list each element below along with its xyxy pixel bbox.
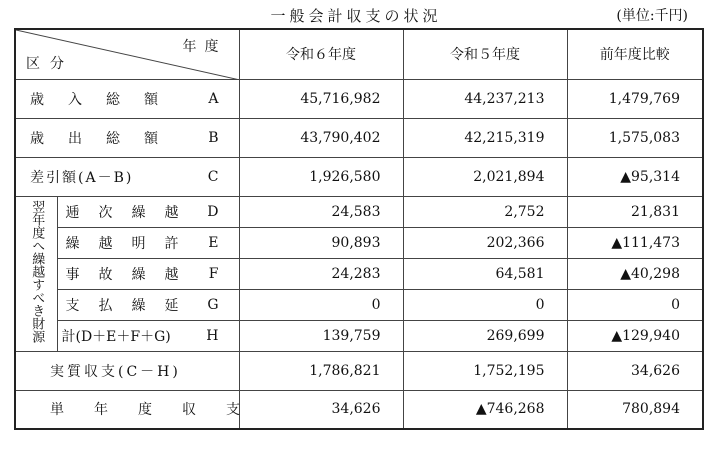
header-diagonal-cell [15, 29, 239, 79]
row-label [57, 196, 239, 227]
value-compare: 21,831 [567, 196, 703, 227]
row-label [57, 227, 239, 258]
year-label: 年度 [182, 39, 227, 55]
row-label-text: 実質収支(C－H) [50, 363, 181, 380]
row-letter: H [206, 327, 219, 344]
value-compare: 0 [567, 289, 703, 320]
row-letter: F [208, 265, 219, 282]
value-r5: 44,237,213 [403, 79, 567, 118]
row-label-text: 歳入総額 [30, 91, 182, 108]
row-label-text: 逓次繰越 [65, 204, 198, 221]
value-r5: 1,752,195 [403, 351, 567, 390]
value-compare: ▲95,314 [567, 157, 703, 196]
row-label [15, 351, 239, 390]
value-compare: ▲111,473 [567, 227, 703, 258]
table-row [15, 196, 703, 227]
row-letter: C [207, 168, 219, 185]
table-row [15, 79, 703, 118]
value-r5: 2,752 [403, 196, 567, 227]
row-label-text: 事故繰越 [65, 266, 198, 283]
column-header-r5: 令和５年度 [403, 29, 567, 79]
value-compare: ▲129,940 [567, 320, 703, 351]
row-label [57, 320, 239, 351]
finance-table [14, 28, 704, 430]
value-r5: 0 [403, 289, 567, 320]
row-label [15, 118, 239, 157]
row-label-text: 繰越明許 [65, 235, 198, 252]
value-compare: 34,626 [567, 351, 703, 390]
value-r5: 269,699 [403, 320, 567, 351]
row-label-text: 単年度収支 [50, 402, 270, 419]
value-compare: ▲40,298 [567, 258, 703, 289]
value-r6: 45,716,982 [239, 79, 403, 118]
value-r6: 34,626 [239, 390, 403, 429]
value-r5: 64,581 [403, 258, 567, 289]
table-row [15, 157, 703, 196]
value-compare: 1,479,769 [567, 79, 703, 118]
table-row [15, 118, 703, 157]
table-row [15, 289, 703, 320]
table-row [15, 227, 703, 258]
row-label-text: 差引額(A－B) [30, 169, 134, 186]
value-r5: 42,215,319 [403, 118, 567, 157]
row-letter: B [208, 129, 219, 146]
row-letter: G [207, 296, 219, 313]
row-label [15, 157, 239, 196]
value-r6: 24,583 [239, 196, 403, 227]
row-label-text: 支払繰延 [65, 297, 198, 314]
row-label [57, 258, 239, 289]
header-row [15, 29, 703, 79]
value-r6: 139,759 [239, 320, 403, 351]
column-header-compare: 前年度比較 [567, 29, 703, 79]
carryover-group-label [15, 196, 57, 351]
value-r5: 202,366 [403, 227, 567, 258]
value-r6: 1,786,821 [239, 351, 403, 390]
page-title: 一般会計収支の状況 [270, 7, 442, 25]
row-label [15, 390, 270, 429]
row-letter: E [208, 234, 219, 251]
row-letter: A [208, 90, 219, 107]
value-r6: 90,893 [239, 227, 403, 258]
table-row [15, 390, 703, 429]
row-label-text: 計(D＋E＋F＋G) [61, 328, 171, 345]
unit-label: (単位:千円) [616, 8, 688, 24]
table-row [15, 320, 703, 351]
value-compare: 1,575,083 [567, 118, 703, 157]
value-r5: ▲746,268 [403, 390, 567, 429]
value-r6: 1,926,580 [239, 157, 403, 196]
row-label [15, 79, 239, 118]
table-row [15, 351, 703, 390]
category-label: 区分 [26, 55, 74, 72]
row-label [57, 289, 239, 320]
value-r5: 2,021,894 [403, 157, 567, 196]
value-compare: 780,894 [567, 390, 703, 429]
row-label-text: 歳出総額 [30, 130, 182, 147]
value-r6: 24,283 [239, 258, 403, 289]
column-header-r6: 令和６年度 [239, 29, 403, 79]
row-letter: D [207, 203, 219, 220]
carryover-group-text: 翌年度へ繰越すべき財源 [29, 200, 45, 343]
value-r6: 43,790,402 [239, 118, 403, 157]
table-row [15, 258, 703, 289]
value-r6: 0 [239, 289, 403, 320]
